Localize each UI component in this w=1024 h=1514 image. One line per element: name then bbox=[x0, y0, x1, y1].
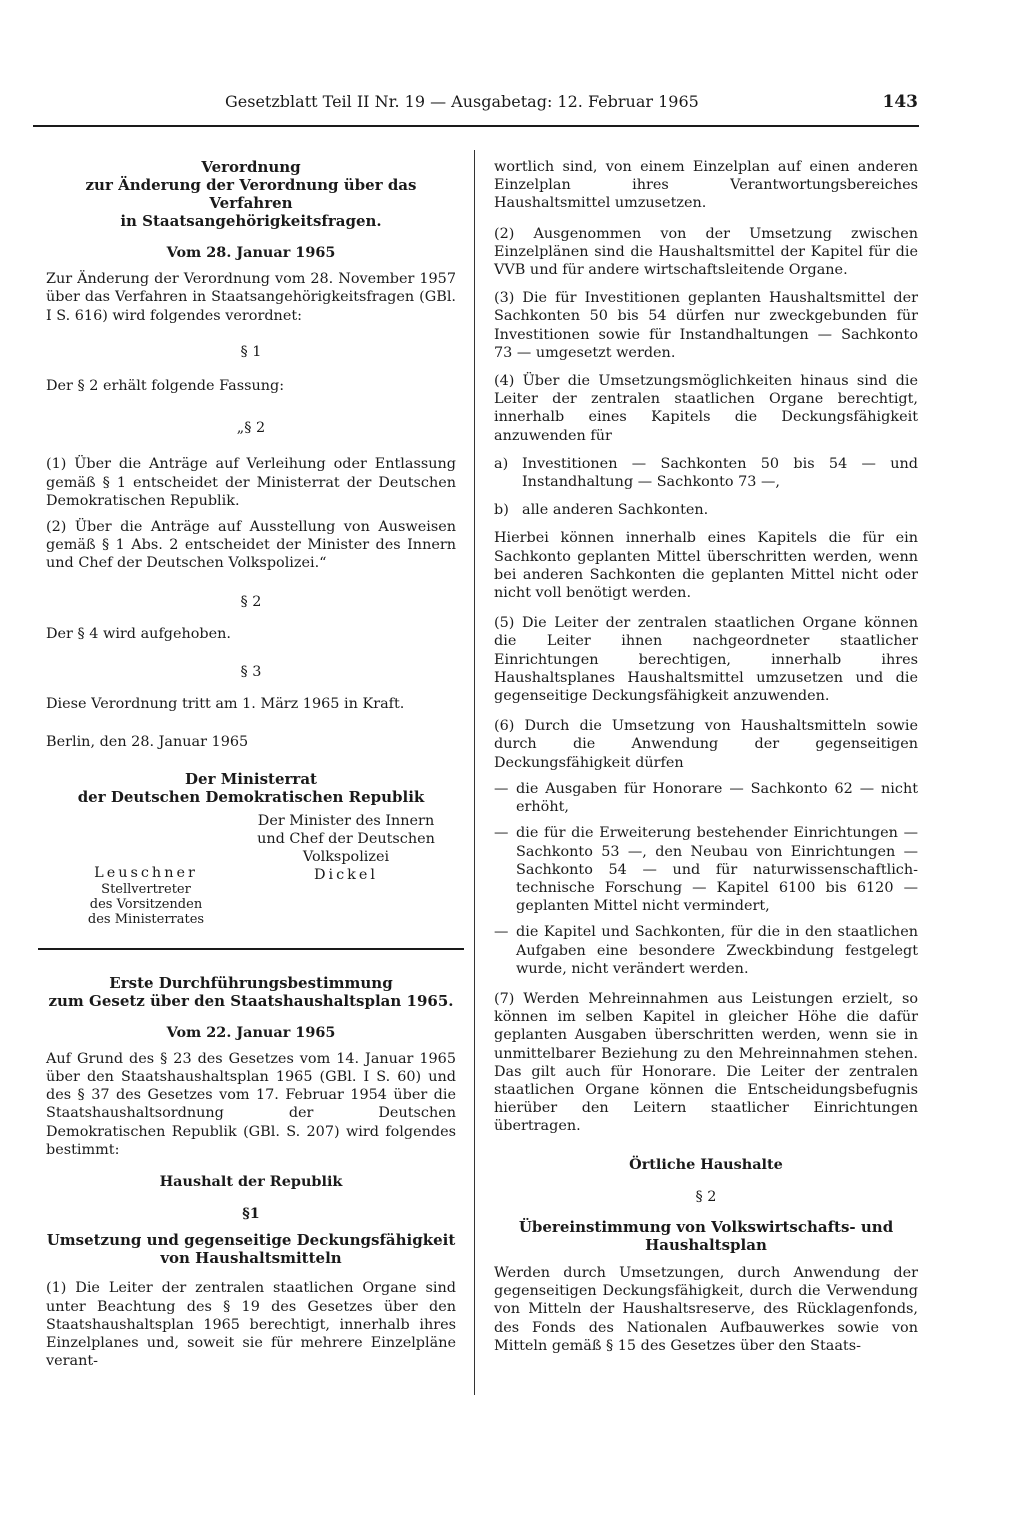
paragraph-heading: § 1 bbox=[240, 343, 262, 360]
list-item bbox=[494, 501, 918, 519]
paragraph-subheading: „§ 2 bbox=[236, 420, 266, 437]
list-item bbox=[494, 455, 918, 491]
regulation-title-line: zum Gesetz über den Staatshaushaltsplan 1965. bbox=[48, 991, 454, 1010]
paragraph-text: (1) Die Leiter der zentralen staatlichen Organe sind unter Beachtung des § 19 des Gesetzes über den Staatshaushaltsplan 1965 berechtigt, innerhalb ihres Einzelplanes und, soweit sie für mehrere Einzelpläne verant- bbox=[46, 1280, 456, 1370]
page-header bbox=[0, 92, 1024, 116]
ordinance-date: Vom 28. Januar 1965 bbox=[166, 244, 336, 261]
ordinance-title-line: zur Änderung der Verordnung über das Verfahren bbox=[85, 176, 417, 212]
section-heading: Haushalt der Republik bbox=[159, 1173, 343, 1191]
section-heading: Örtliche Haushalte bbox=[629, 1155, 783, 1173]
regulation-title-line: Erste Durchführungsbestimmung bbox=[109, 973, 393, 992]
paragraph-text: (7) Werden Mehreinnahmen aus Leistungen erzielt, so können im selben Kapitel in gleicher Höhe die dafür geplanten Ausgaben überschritten werden, wenn sie in unmittelbarer Beziehung zu den Mehreinnahmen stehen. Das gilt auch für Honorare. Die Leiter der zentralen staatlichen Organe können die Entscheidungsbefugnis hierüber den Leitern staatlicher Einrichtungen übertragen. bbox=[494, 990, 918, 1135]
regulation-date: Vom 22. Januar 1965 bbox=[166, 1023, 336, 1041]
page-number: 143 bbox=[882, 92, 918, 112]
running-header: Gesetzblatt Teil II Nr. 19 — Ausgabetag: 12. Februar 1965 bbox=[225, 92, 699, 111]
issuer-line: der Deutschen Demokratischen Republik bbox=[77, 787, 425, 806]
list-item-text: Investitionen — Sachkonten 50 bis 54 — und Instandhaltung — Sachkonto 73 —, bbox=[522, 455, 918, 491]
place-date: Berlin, den 28. Januar 1965 bbox=[46, 734, 249, 751]
list-item-text: die für die Erweiterung bestehender Einrichtungen — Sachkonto 53 —, den Neubau von Einrichtungen — Sachkonto 54 — und für naturwissenschaftlich-technische Forschung — Kapitel 6100 bis 6120 — geplanten Mittel nicht vermindert, bbox=[516, 825, 918, 915]
paragraph-title bbox=[494, 1218, 918, 1254]
list-item-text: die Kapitel und Sachkonten, für die in den staatlichen Aufgaben eine besondere Zweckbindung festgelegt wurde, nicht verändert werden. bbox=[516, 924, 918, 977]
ordinance-title-line: in Staatsangehörigkeitsfragen. bbox=[120, 212, 382, 230]
list-item bbox=[494, 824, 918, 915]
paragraph-text: (2) Über die Anträge auf Ausstellung von Ausweisen gemäß § 1 Abs. 2 entscheidet der Minister des Innern und Chef der Deutschen Volkspolizei.“ bbox=[46, 519, 456, 572]
issuer-line: Der Ministerrat bbox=[185, 769, 317, 788]
ordinance-intro: Zur Änderung der Verordnung vom 28. November 1957 über das Verfahren in Staatsangehörigkeitsfragen (GBl. I S. 616) wird folgendes verordnet: bbox=[46, 271, 456, 324]
list-marker: b) bbox=[494, 502, 509, 519]
paragraph-heading: §1 bbox=[242, 1205, 260, 1223]
paragraph-text: Werden durch Umsetzungen, durch Anwendung der gegenseitigen Deckungsfähigkeit, durch die Verwendung von Mitteln der Haushaltsreserve, des Rücklagenfonds, des Fonds des Nationalen Aufbauwerkes sowie von Mitteln gemäß § 15 des Gesetzes über den Staats- bbox=[494, 1264, 918, 1354]
paragraph-text: (2) Ausgenommen von der Umsetzung zwischen Einzelplänen sind die Haushaltsmittel der Kapitel für die VVB und für andere wirtschaftsleitende Organe. bbox=[494, 225, 918, 279]
paragraph-text: Hierbei können innerhalb eines Kapitels die für ein Sachkonto geplanten Mittel überschritten werden, wenn bei anderen Sachkonten die geplanten Mittel nicht oder nicht voll benötigt werden. bbox=[494, 530, 918, 602]
signatory-title: Volkspolizei bbox=[302, 849, 390, 866]
paragraph-heading: § 3 bbox=[240, 664, 262, 681]
signatory-title: und Chef der Deutschen bbox=[257, 830, 435, 847]
paragraph-text: (4) Über die Umsetzungsmöglichkeiten hinaus sind die Leiter der zentralen staatlichen Organe berechtigt, innerhalb eines Kapitels die Deckungsfähigkeit anzuwenden für bbox=[494, 373, 918, 444]
paragraph-title-line: Umsetzung und gegenseitige Deckungsfähigkeit bbox=[46, 1231, 456, 1250]
paragraph-text: wortlich sind, von einem Einzelplan auf einen anderen Einzelplan ihres Verantwortungsbereiches Haushaltsmittel umzusetzen. bbox=[494, 159, 918, 212]
paragraph-heading: § 2 bbox=[695, 1188, 717, 1205]
list-item-text: alle anderen Sachkonten. bbox=[522, 502, 709, 519]
signatory-title: des Ministerrates bbox=[87, 911, 205, 927]
paragraph-text: (3) Die für Investitionen geplanten Haushaltsmittel der Sachkonten 50 bis 54 dürfen nur zweckgebunden für Investitionen sowie für Instandhaltungen — Sachkonto 73 — umgesetzt werden. bbox=[494, 290, 918, 361]
signatory-title: Stellvertreter bbox=[101, 881, 191, 897]
paragraph-title bbox=[46, 1231, 456, 1267]
list-item-text: die Ausgaben für Honorare — Sachkonto 62 — nicht erhöht, bbox=[516, 780, 918, 816]
paragraph-text: (6) Durch die Umsetzung von Haushaltsmitteln sowie durch die Anwendung der gegenseitigen Deckungsfähigkeit dürfen bbox=[494, 718, 918, 771]
list-marker: — bbox=[494, 924, 509, 941]
paragraph-text: Der § 2 erhält folgende Fassung: bbox=[46, 378, 285, 395]
paragraph-text: Diese Verordnung tritt am 1. März 1965 in Kraft. bbox=[46, 696, 405, 713]
list-marker: a) bbox=[494, 455, 509, 472]
paragraph-text: Der § 4 wird aufgehoben. bbox=[46, 625, 231, 642]
regulation-intro: Auf Grund des § 23 des Gesetzes vom 14. Januar 1965 über den Staatshaushaltsplan 1965 (GBl. I S. 60) und des § 37 des Gesetzes vom 17. Februar 1954 über die Staatshaushaltsordnung der Deutschen Demokratischen Republik (GBl. S. 207) wird folgendes bestimmt: bbox=[46, 1050, 456, 1158]
paragraph-text: (5) Die Leiter der zentralen staatlichen Organe können die Leiter ihnen nachgeordneter staatlicher Einrichtungen berechtigen, innerhalb ihres Haushaltsplanes Haushaltsmittel umzusetzen und die gegenseitige Deckungsfähigkeit anzuwenden. bbox=[494, 615, 918, 705]
list-marker: — bbox=[494, 825, 509, 842]
signature-right bbox=[236, 812, 456, 885]
paragraph-heading: § 2 bbox=[240, 593, 262, 610]
signature-left bbox=[46, 864, 246, 927]
signature-block bbox=[46, 812, 456, 932]
paragraph-title-line: von Haushaltsmitteln bbox=[160, 1249, 342, 1268]
signatory-name: Dickel bbox=[313, 867, 379, 884]
list-item bbox=[494, 780, 918, 816]
right-column bbox=[494, 158, 918, 1355]
signatory-title: Der Minister des Innern bbox=[257, 812, 435, 829]
list-item bbox=[494, 923, 918, 978]
header-rule bbox=[33, 125, 919, 127]
paragraph-title-line: Übereinstimmung von Volkswirtschafts- und bbox=[518, 1217, 894, 1236]
signatory-title: des Vorsitzenden bbox=[89, 896, 203, 912]
signatory-name: Leuschner bbox=[94, 864, 198, 881]
column-divider bbox=[474, 150, 475, 1395]
regulation-title bbox=[46, 974, 456, 1010]
ordinance-title-line: Verordnung bbox=[201, 158, 301, 176]
ordinance-title bbox=[46, 158, 456, 230]
left-column bbox=[46, 158, 456, 1371]
list-marker: — bbox=[494, 780, 509, 797]
paragraph-text: (1) Über die Anträge auf Verleihung oder Entlassung gemäß § 1 entscheidet der Ministerrat der Deutschen Demokratischen Republik. bbox=[46, 456, 456, 509]
paragraph-title-line: Haushaltsplan bbox=[645, 1235, 767, 1254]
issuer bbox=[46, 770, 456, 806]
